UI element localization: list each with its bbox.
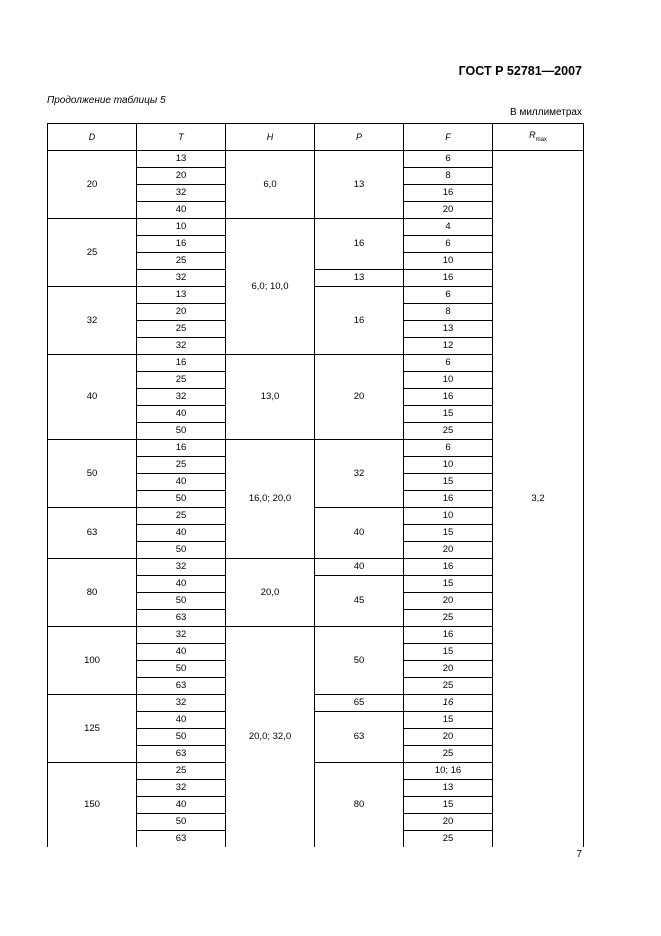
cell-p: 40 xyxy=(315,508,404,559)
cell-p: 16 xyxy=(315,219,404,270)
cell-t: 25 xyxy=(137,457,226,474)
cell-d: 150 xyxy=(48,763,137,848)
cell-f: 6 xyxy=(404,355,493,372)
cell-f: 13 xyxy=(404,321,493,338)
cell-t: 32 xyxy=(137,780,226,797)
cell-t: 32 xyxy=(137,695,226,712)
cell-p: 13 xyxy=(315,270,404,287)
cell-f: 25 xyxy=(404,423,493,440)
cell-t: 32 xyxy=(137,338,226,355)
cell-t: 25 xyxy=(137,253,226,270)
cell-t: 10 xyxy=(137,219,226,236)
cell-t: 63 xyxy=(137,610,226,627)
cell-f: 10 xyxy=(404,372,493,389)
units-note: В миллиметрах xyxy=(510,107,582,118)
header-f: F xyxy=(404,124,493,151)
cell-t: 32 xyxy=(137,559,226,576)
cell-h: 6,0; 10,0 xyxy=(226,219,315,355)
cell-d: 80 xyxy=(48,559,137,627)
cell-f: 15 xyxy=(404,525,493,542)
cell-p: 32 xyxy=(315,440,404,508)
cell-t: 40 xyxy=(137,712,226,729)
cell-f: 16 xyxy=(404,389,493,406)
cell-t: 32 xyxy=(137,270,226,287)
cell-h: 20,0 xyxy=(226,559,315,627)
cell-f: 6 xyxy=(404,236,493,253)
cell-p: 16 xyxy=(315,287,404,355)
cell-t: 32 xyxy=(137,185,226,202)
cell-t: 25 xyxy=(137,321,226,338)
cell-f: 6 xyxy=(404,440,493,457)
cell-p: 63 xyxy=(315,712,404,763)
cell-h: 13,0 xyxy=(226,355,315,440)
table-header-row xyxy=(48,124,584,151)
cell-f: 6 xyxy=(404,151,493,168)
header-r xyxy=(493,124,584,151)
cell-t: 63 xyxy=(137,746,226,763)
cell-t: 40 xyxy=(137,202,226,219)
cell-d: 32 xyxy=(48,287,137,355)
cell-f: 8 xyxy=(404,304,493,321)
cell-d: 63 xyxy=(48,508,137,559)
cell-f: 15 xyxy=(404,797,493,814)
cell-d: 40 xyxy=(48,355,137,440)
table-row xyxy=(48,151,584,168)
cell-t: 40 xyxy=(137,644,226,661)
cell-f: 20 xyxy=(404,542,493,559)
cell-t: 40 xyxy=(137,797,226,814)
table-continuation-caption: Продолжение таблицы 5 xyxy=(47,95,166,106)
header-t: T xyxy=(137,124,226,151)
cell-f: 15 xyxy=(404,712,493,729)
cell-t: 20 xyxy=(137,168,226,185)
cell-t: 16 xyxy=(137,440,226,457)
cell-d: 125 xyxy=(48,695,137,763)
cell-h: 16,0; 20,0 xyxy=(226,440,315,559)
cell-t: 50 xyxy=(137,729,226,746)
cell-f: 25 xyxy=(404,746,493,763)
header-r-letter: R xyxy=(529,129,536,140)
cell-f: 10 xyxy=(404,253,493,270)
cell-t: 25 xyxy=(137,763,226,780)
cell-p: 65 xyxy=(315,695,404,712)
cell-f: 25 xyxy=(404,831,493,848)
cell-f: 16 xyxy=(404,270,493,287)
cell-f: 16 xyxy=(404,695,493,712)
cell-d: 25 xyxy=(48,219,137,287)
header-d: D xyxy=(48,124,137,151)
cell-t: 32 xyxy=(137,389,226,406)
cell-t: 50 xyxy=(137,542,226,559)
cell-t: 50 xyxy=(137,814,226,831)
cell-t: 50 xyxy=(137,491,226,508)
page-number: 7 xyxy=(576,849,582,860)
cell-f: 6 xyxy=(404,287,493,304)
cell-p: 13 xyxy=(315,151,404,219)
cell-p: 45 xyxy=(315,576,404,627)
cell-t: 25 xyxy=(137,372,226,389)
cell-h: 6,0 xyxy=(226,151,315,219)
cell-t: 50 xyxy=(137,593,226,610)
cell-f: 25 xyxy=(404,678,493,695)
cell-f: 16 xyxy=(404,491,493,508)
cell-f: 10; 16 xyxy=(404,763,493,780)
table-body xyxy=(48,151,584,848)
document-standard-number: ГОСТ Р 52781—2007 xyxy=(458,64,582,78)
cell-f: 16 xyxy=(404,627,493,644)
cell-f: 15 xyxy=(404,474,493,491)
cell-p: 50 xyxy=(315,627,404,695)
cell-t: 40 xyxy=(137,474,226,491)
cell-t: 32 xyxy=(137,627,226,644)
cell-f: 15 xyxy=(404,576,493,593)
header-p: P xyxy=(315,124,404,151)
cell-t: 20 xyxy=(137,304,226,321)
cell-t: 63 xyxy=(137,831,226,848)
cell-f: 10 xyxy=(404,457,493,474)
cell-d: 100 xyxy=(48,627,137,695)
cell-d: 20 xyxy=(48,151,137,219)
cell-f: 15 xyxy=(404,644,493,661)
cell-p: 80 xyxy=(315,763,404,848)
cell-t: 50 xyxy=(137,423,226,440)
cell-t: 13 xyxy=(137,151,226,168)
cell-f: 4 xyxy=(404,219,493,236)
cell-t: 13 xyxy=(137,287,226,304)
cell-f: 25 xyxy=(404,610,493,627)
cell-f: 16 xyxy=(404,559,493,576)
header-r-subscript: max xyxy=(535,136,547,143)
cell-t: 16 xyxy=(137,355,226,372)
cell-f: 20 xyxy=(404,814,493,831)
cell-t: 63 xyxy=(137,678,226,695)
cell-f: 10 xyxy=(404,508,493,525)
cell-f: 16 xyxy=(404,185,493,202)
cell-f: 13 xyxy=(404,780,493,797)
cell-t: 40 xyxy=(137,406,226,423)
cell-f: 8 xyxy=(404,168,493,185)
cell-f: 20 xyxy=(404,593,493,610)
cell-f: 12 xyxy=(404,338,493,355)
cell-p: 20 xyxy=(315,355,404,440)
cell-t: 25 xyxy=(137,508,226,525)
cell-f: 15 xyxy=(404,406,493,423)
cell-f: 20 xyxy=(404,729,493,746)
cell-p: 40 xyxy=(315,559,404,576)
cell-t: 16 xyxy=(137,236,226,253)
cell-d: 50 xyxy=(48,440,137,508)
dimensions-table xyxy=(47,123,584,847)
cell-r: 3,2 xyxy=(493,151,584,848)
header-h: H xyxy=(226,124,315,151)
cell-t: 40 xyxy=(137,576,226,593)
cell-t: 40 xyxy=(137,525,226,542)
cell-t: 50 xyxy=(137,661,226,678)
cell-h: 20,0; 32,0 xyxy=(226,627,315,848)
cell-f: 20 xyxy=(404,202,493,219)
cell-f: 20 xyxy=(404,661,493,678)
